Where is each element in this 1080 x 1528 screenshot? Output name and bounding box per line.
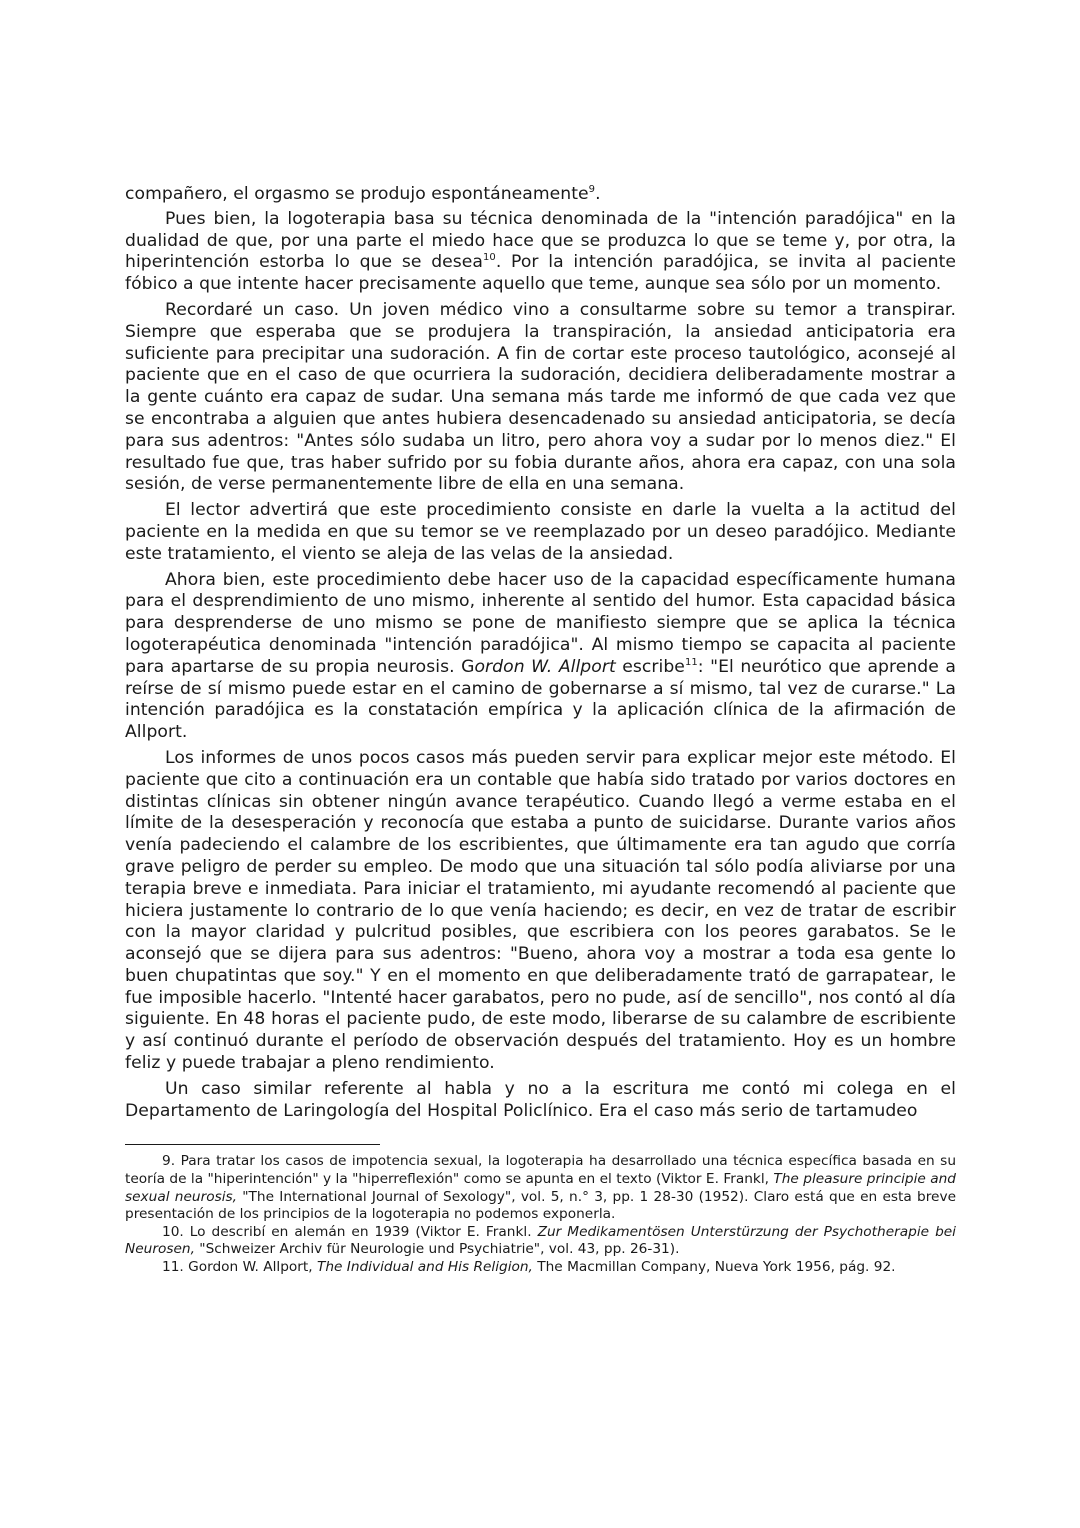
footnote-ref-10[interactable]: 10: [483, 252, 496, 264]
footnote-11: [125, 1259, 956, 1277]
footnote-ref-9[interactable]: 9: [588, 184, 596, 195]
body-text: [125, 184, 956, 1122]
text-run: : "El neurótico que aprende a reírse de sí mismo puede estar en el camino de gobernarse a sí mismo, tal vez de curarse." La intención paradójica es la constatación empírica y la aplicación clínica de la afirmación de Allport.: [125, 656, 956, 743]
cited-title: The Individual and His Religion,: [316, 1259, 533, 1276]
footnote-9: [125, 1153, 956, 1223]
text-run: Pues bien, la logoterapia basa su técnica denominada de la "intención paradójica" en la dualidad de que, por una parte el miedo hace que se produzca lo que se teme y, por otra, la hiperintención estorba lo que se desea: [125, 208, 956, 273]
paragraph-continuation: [125, 184, 956, 206]
text-run: Ahora bien, este procedimiento debe hacer uso de la capacidad específicamente humana para el desprendimiento de uno mismo, inherente al sentido del humor. Esta capacidad básica para desprenderse de uno mismo se pone de manifiesto siempre que se aplica la técnica logoterapéutica denominada "intención paradójica". Al mismo tiempo se capacita al paciente para apartarse de su propia neurosis. G: [125, 569, 956, 677]
document-page: [125, 184, 956, 1277]
footnote-10: [125, 1224, 956, 1259]
paragraph: El lector advertirá que este procedimiento consiste en darle la vuelta a la actitud del paciente en la medida en que su temor se ve reemplazado por un deseo paradójico. Mediante este tratamiento, el viento se aleja de las velas de la ansiedad.: [125, 500, 956, 564]
footnote-ref-11[interactable]: 11: [684, 656, 698, 668]
text-run: escribe: [615, 656, 685, 677]
text-run: "The International Journal of Sexology", vol. 5, n.° 3, pp. 1 28-30 (1952). Claro está que en esta breve presentación de los principios de la logoterapia no podemos exponerla.: [125, 1188, 956, 1223]
paragraph: Un caso similar referente al habla y no a la escritura me contó mi colega en el Departamento de Laringología del Hospital Policlínico. Era el caso más serio de tartamudeo: [125, 1078, 956, 1121]
paragraph: [125, 209, 956, 296]
text-run: 11. Gordon W. Allport,: [162, 1259, 317, 1276]
cited-title: Zur Medikamentösen Unterstürzung der Psychotherapie bei Neurosen,: [125, 1223, 956, 1258]
author-name: ordon W. Allport: [474, 656, 616, 677]
text-run: compañero, el orgasmo se produjo espontáneamente: [125, 184, 589, 204]
paragraph: [125, 570, 956, 744]
cited-title: The pleasure principie and sexual neurosis,: [125, 1171, 956, 1205]
text-run: .: [595, 184, 601, 204]
text-run: The Macmillan Company, Nueva York 1956, pág. 92.: [532, 1259, 896, 1276]
text-run: . Por la intención paradójica, se invita al paciente fóbico a que intente hacer precisamente aquello que teme, aunque sea sólo por un momento.: [125, 252, 956, 295]
text-run: 9. Para tratar los casos de impotencia sexual, la logoterapia ha desarrollado una técnica específica basada en su teoría de la "hiperintención" y la "hiperreflexión" como se apunta en el texto (Viktor E. Frankl,: [125, 1153, 956, 1188]
paragraph: Los informes de unos pocos casos más pueden servir para explicar mejor este método. El paciente que cito a continuación era un contable que había sido tratado por varios doctores en distintas clínicas sin obtener ningún avance terapéutico. Cuando llegó a verme estaba en el límite de la desesperación y reconocía que estaba a punto de suicidarse. Durante varios años venía padeciendo el calambre de los escribientes, que últimamente era tan agudo que corría grave peligro de perder su empleo. De modo que una situación tal sólo podía aliviarse por una terapia breve e inmediata. Para iniciar el tratamiento, mi ayudante recomendó al paciente que hiciera justamente lo contrario de lo que venía haciendo; es decir, en vez de tratar de escribir con la mayor claridad y pulcritud posibles, que escribiera con los peores garabatos. Se le aconsejó que se dijera para sus adentros: "Bueno, ahora voy a mostrar a toda esa gente lo buen chupatintas que soy." Y en el momento en que deliberadamente trató de garrapatear, le fue imposible hacerlo. "Intenté hacer garabatos, pero no pude, así de sencillo", nos contó al día siguiente. En 48 horas el paciente pudo, de este modo, liberarse de su calambre de escribiente y así continuó durante el período de observación después del tratamiento. Hoy es un hombre feliz y puede trabajar a pleno rendimiento.: [125, 747, 956, 1074]
footnotes: [125, 1153, 956, 1276]
text-run: "Schweizer Archiv für Neurologie und Psychiatrie", vol. 43, pp. 26-31).: [194, 1241, 680, 1258]
text-run: 10. Lo describí en alemán en 1939 (Viktor E. Frankl.: [162, 1223, 538, 1240]
paragraph: Recordaré un caso. Un joven médico vino a consultarme sobre su temor a transpirar. Siempre que esperaba que se produjera la transpiración, la ansiedad anticipatoria era suficiente para precipitar una sudoración. A fin de cortar este proceso tautológico, aconsejé al paciente que en el caso de que ocurriera la sudoración, decidiera deliberadamente mostrar a la gente cuánto era capaz de sudar. Una semana más tarde me informó de que cada vez que se encontraba a alguien que antes hubiera desencadenado su ansiedad anticipatoria, se decía para sus adentros: "Antes sólo sudaba un litro, pero ahora voy a sudar por lo menos diez." El resultado fue que, tras haber sufrido por su fobia durante años, ahora era capaz, con una sola sesión, de verse permanentemente libre de ella en una semana.: [125, 299, 956, 495]
footnote-separator: [125, 1144, 380, 1145]
